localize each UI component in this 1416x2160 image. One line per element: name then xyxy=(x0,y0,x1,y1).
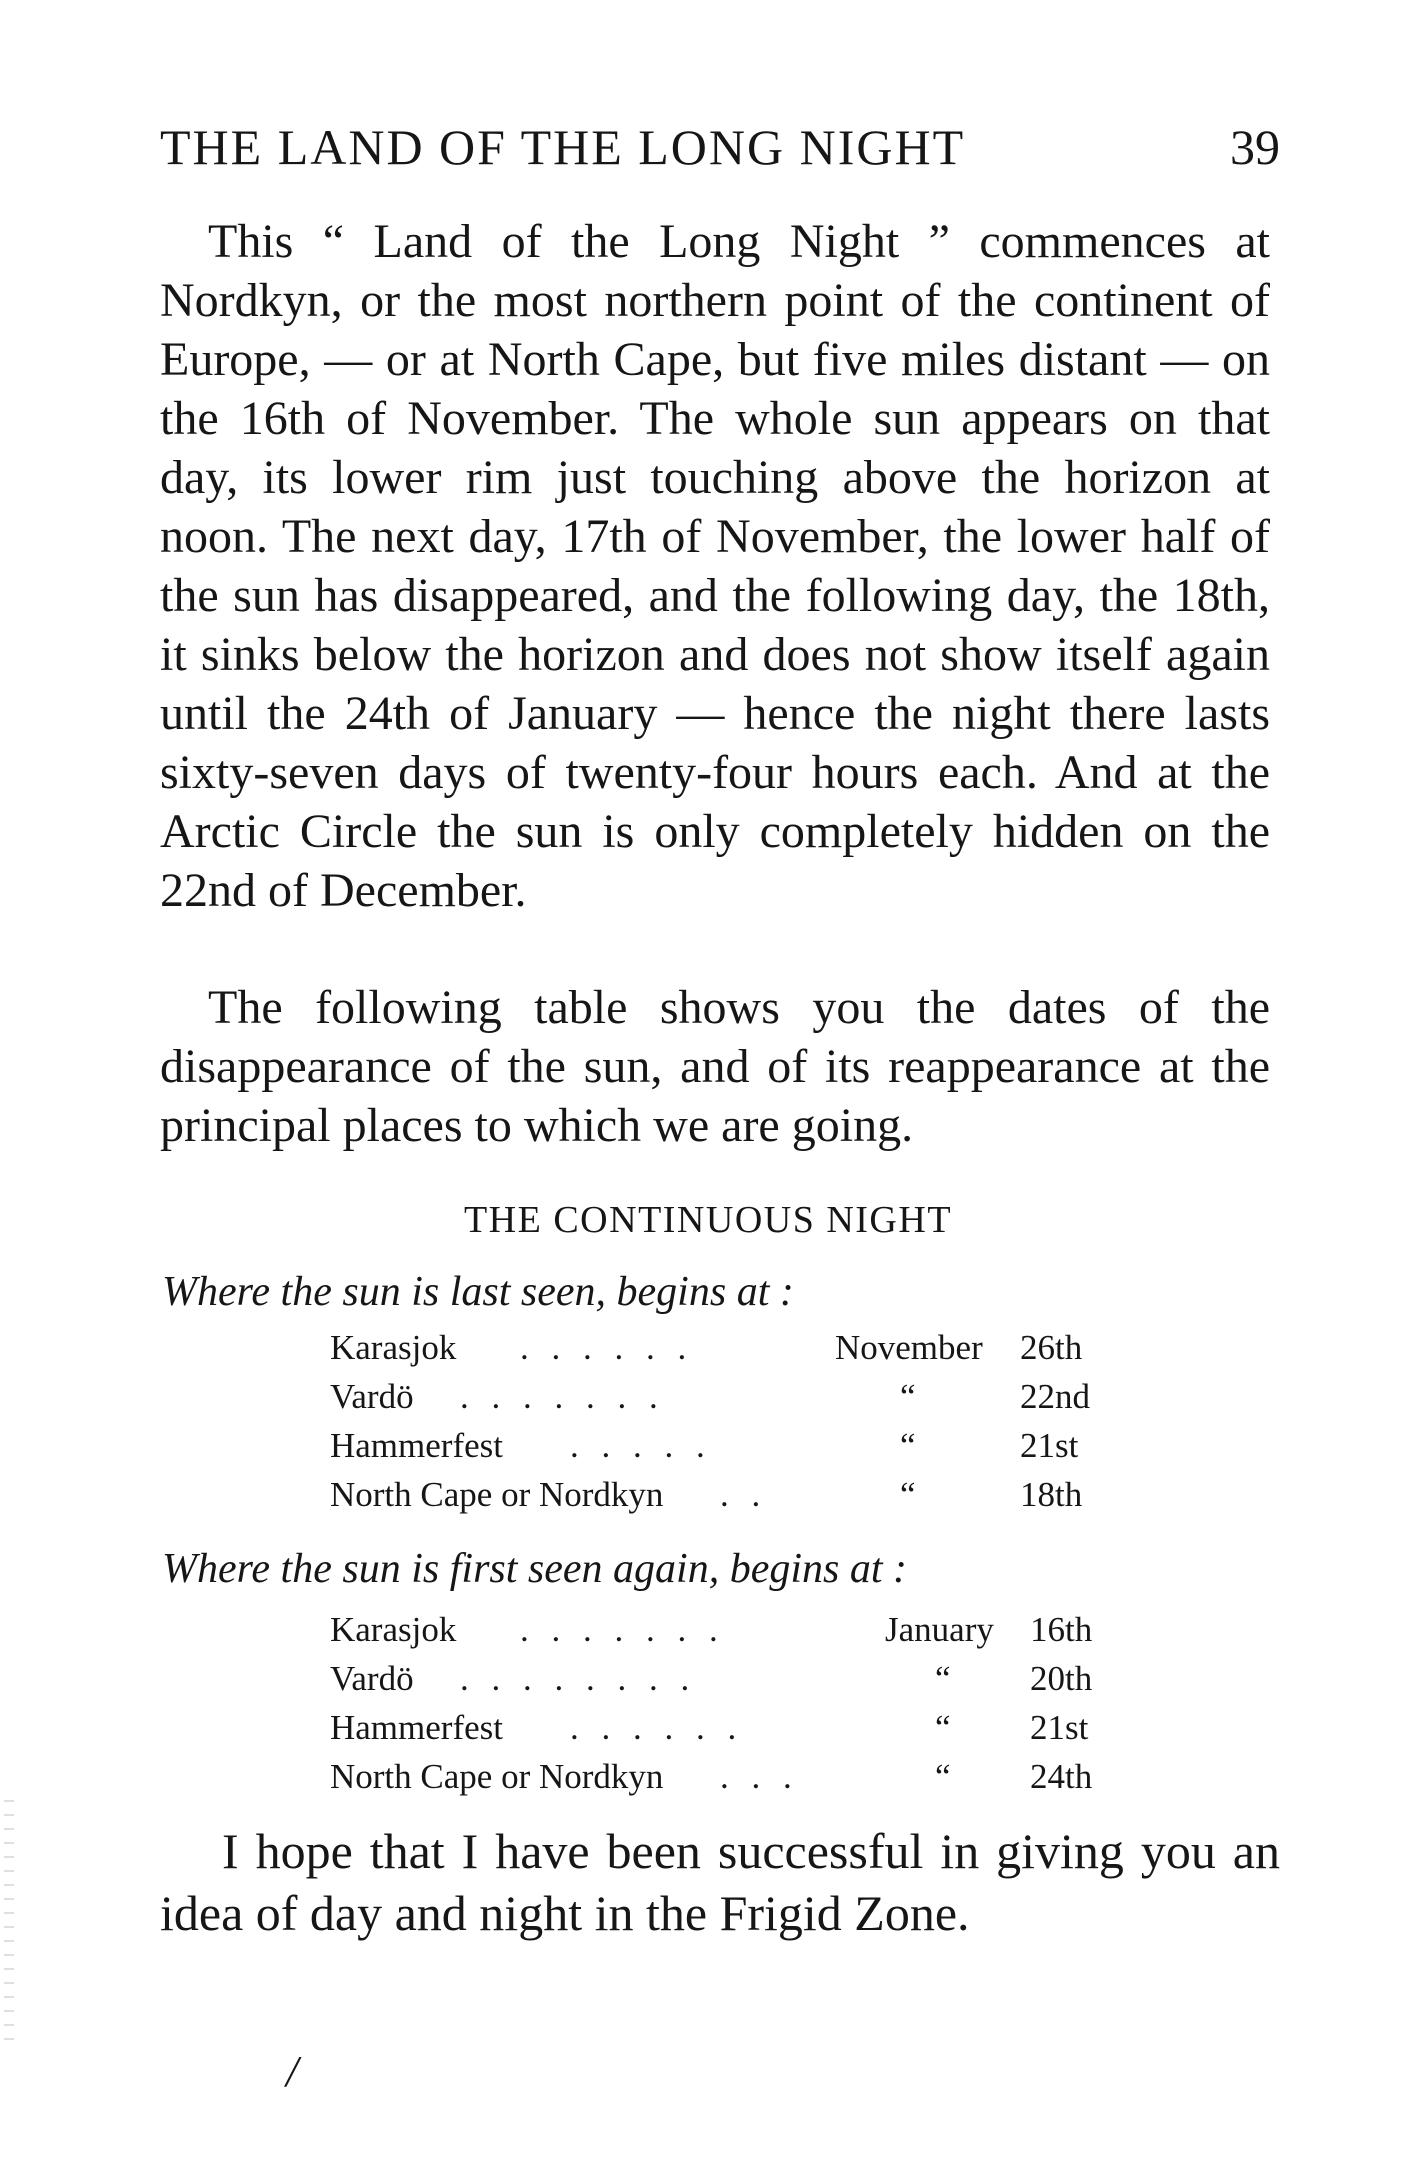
place-name: North Cape or Nordkyn xyxy=(330,1757,664,1796)
leader-dots: . . . xyxy=(720,1757,799,1796)
day-value: 22nd xyxy=(1020,1377,1090,1416)
place-name: Hammerfest xyxy=(330,1426,503,1465)
place-name: Karasjok xyxy=(330,1610,457,1649)
stray-pencil-mark: / xyxy=(286,2047,299,2096)
place-name: Vardö xyxy=(330,1377,414,1416)
ditto-mark: “ xyxy=(900,1377,916,1416)
table-row xyxy=(330,1377,1130,1426)
table-heading-first-seen: Where the sun is first seen again, begins at : xyxy=(162,1546,908,1592)
leader-dots: . . . . . . . . xyxy=(460,1659,697,1698)
running-head xyxy=(160,118,1280,178)
day-value: 26th xyxy=(1020,1328,1083,1367)
place-name: Karasjok xyxy=(330,1328,457,1367)
table-row xyxy=(330,1659,1130,1708)
day-value: 18th xyxy=(1020,1475,1083,1514)
page-edge-specks xyxy=(4,1800,14,2040)
leader-dots: . . . . . . . xyxy=(460,1377,665,1416)
paragraph-closing: I hope that I have been successful in giving you an idea of day and night in the Frigid Zone. xyxy=(160,1823,1280,1941)
paragraph-table-intro: The following table shows you the dates of the disappearance of the sun, and of its reappearance at the principal places to which we are going. xyxy=(160,981,1270,1152)
day-value: 20th xyxy=(1030,1659,1093,1698)
day-value: 24th xyxy=(1030,1757,1093,1796)
day-value: 21st xyxy=(1020,1426,1079,1465)
table-row xyxy=(330,1426,1130,1475)
table-first-seen xyxy=(330,1610,1130,1806)
table-row xyxy=(330,1757,1130,1806)
ditto-mark: “ xyxy=(935,1757,951,1796)
ditto-mark: “ xyxy=(935,1708,951,1747)
leader-dots: . . . . . . xyxy=(570,1708,744,1747)
place-name: North Cape or Nordkyn xyxy=(330,1475,664,1514)
place-name: Hammerfest xyxy=(330,1708,503,1747)
table-heading-last-seen: Where the sun is last seen, begins at : xyxy=(162,1269,794,1315)
page-number: 39 xyxy=(1230,119,1280,175)
leader-dots: . . . . . . . xyxy=(520,1610,725,1649)
table-title: THE CONTINUOUS NIGHT xyxy=(463,1199,953,1241)
running-head-title: THE LAND OF THE LONG NIGHT xyxy=(160,119,966,175)
leader-dots: . . . . . . xyxy=(520,1328,694,1367)
leader-dots: . . xyxy=(720,1475,768,1514)
paragraph-land-of-long-night: This “ Land of the Long Night ” commences at Nordkyn, or the most northern point of the continent of Europe, — or at North Cape, but five miles distant — on the 16th of November. The whole sun appears on that day, its lower rim just touching above the horizon at noon. The next day, 17th of November, the lower half of the sun has disappeared, and the following day, the 18th, it sinks below the horizon and does not show itself again until the 24th of January — hence the night there lasts sixty-seven days of twenty-four hours each. And at the Arctic Circle the sun is only completely hidden on the 22nd of December. xyxy=(160,215,1270,917)
ditto-mark: “ xyxy=(900,1426,916,1465)
table-row xyxy=(330,1708,1130,1757)
day-value: 21st xyxy=(1030,1708,1089,1747)
place-name: Vardö xyxy=(330,1659,414,1698)
table-last-seen xyxy=(330,1328,1130,1524)
ditto-mark: “ xyxy=(900,1475,916,1514)
table-row xyxy=(330,1475,1130,1524)
ditto-mark: “ xyxy=(935,1659,951,1698)
day-value: 16th xyxy=(1030,1610,1093,1649)
table-row xyxy=(330,1328,1130,1377)
leader-dots: . . . . . xyxy=(570,1426,712,1465)
month-name: November xyxy=(835,1328,983,1367)
table-row xyxy=(330,1610,1130,1659)
month-name: January xyxy=(885,1610,994,1649)
